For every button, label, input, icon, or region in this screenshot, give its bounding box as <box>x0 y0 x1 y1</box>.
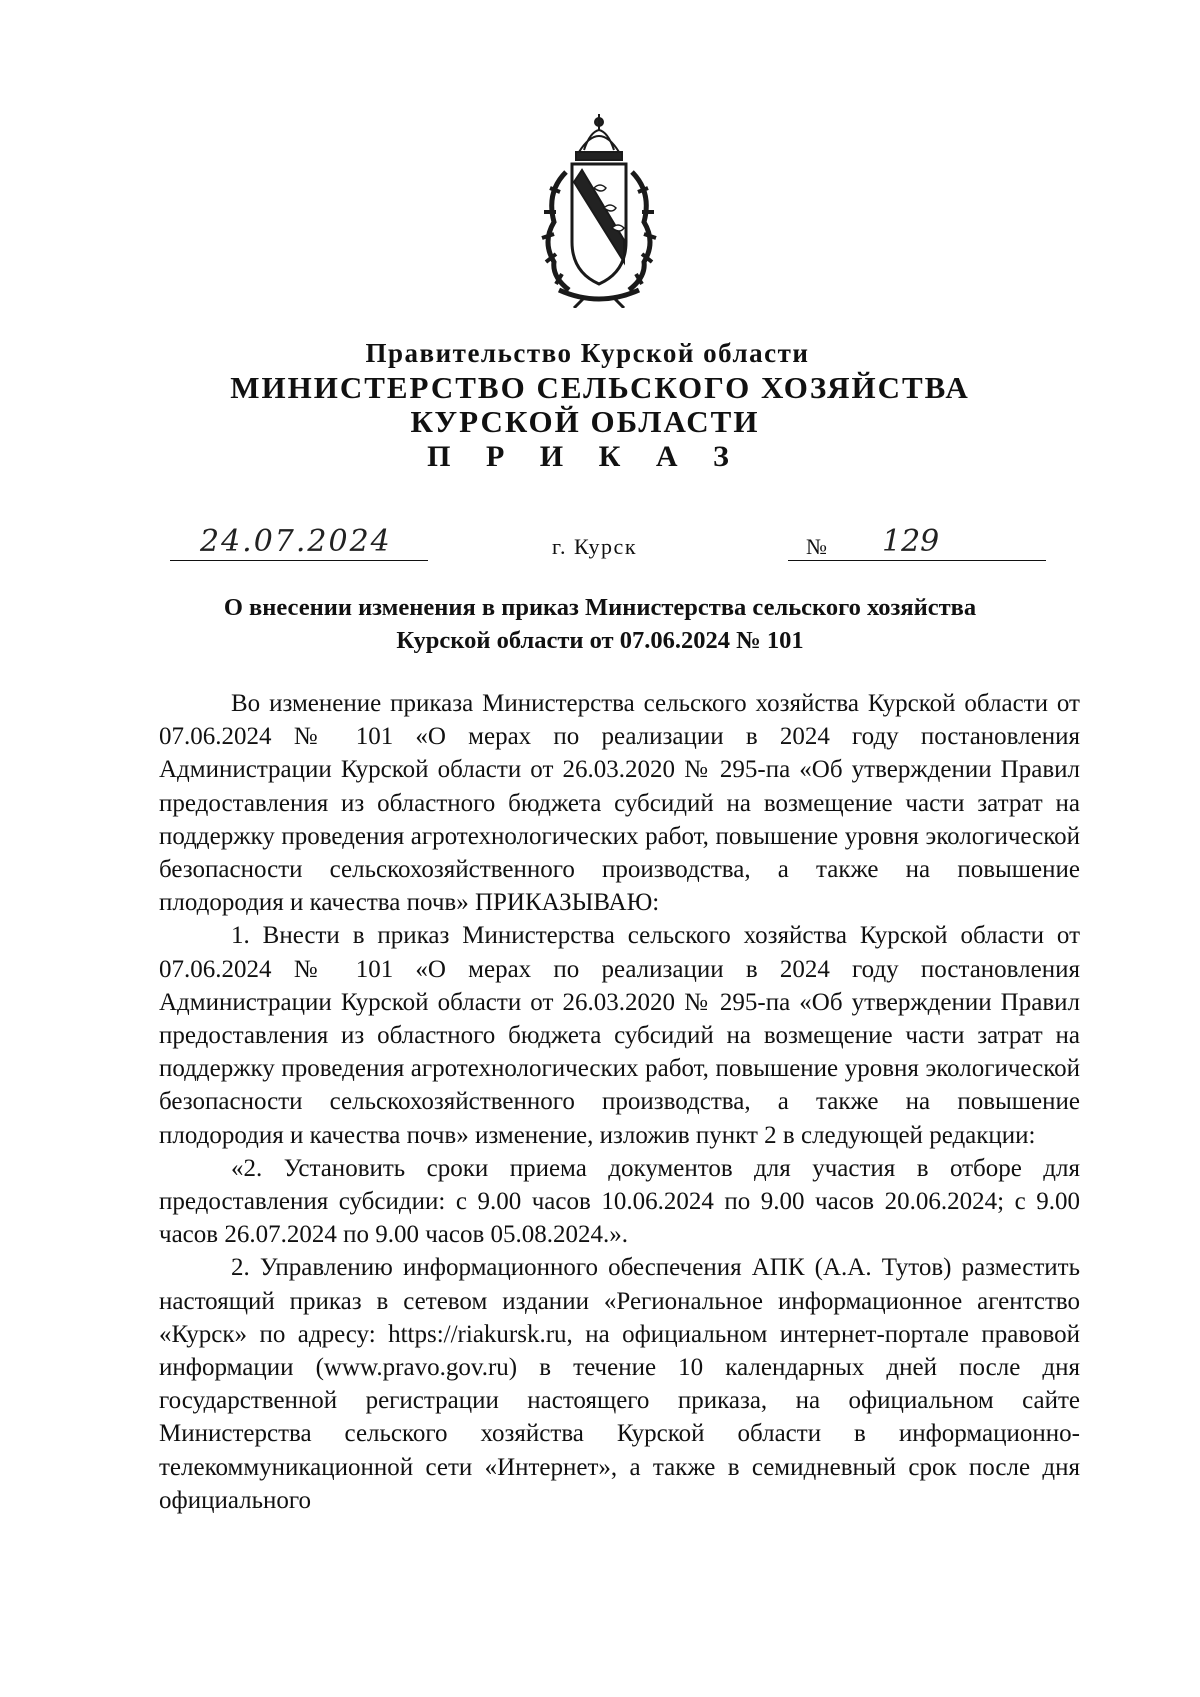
date-underline <box>170 560 428 561</box>
government-name: Правительство Курской области <box>365 338 810 368</box>
body-paragraph-preamble: Во изменение приказа Министерства сельского хозяйства Курской области от 07.06.2024 № 101 «О мерах по реализации в 2024 году постановления Администрации Курской области от 26.03.2020 № 295-па «Об утверждении Правил предоставления из областного бюджета субсидий на возмещение части затрат на поддержку проведения агротехнологических работ, повышение уровня экологической безопасности сельскохозяйственного производства, а также на повышение плодородия и качества почв» ПРИКАЗЫВАЮ: <box>159 690 1080 917</box>
order-title-line1: О внесении изменения в приказ Министерства сельского хозяйства <box>223 594 977 621</box>
order-date: 24.07.2024 <box>200 524 392 559</box>
order-city: г. Курск <box>552 534 638 559</box>
number-sign: № <box>806 534 827 559</box>
body-paragraph-item-1: 1. Внести в приказ Министерства сельского хозяйства Курской области от 07.06.2024 № 101 «О мерах по реализации в 2024 году постановления Администрации Курской области от 26.03.2020 № 295-па «Об утверждении Правил предоставления из областного бюджета субсидий на возмещение части затрат на поддержку проведения агротехнологических работ, повышение уровня экологической безопасности сельскохозяйственного производства, а также на повышение плодородия и качества почв» изменение, изложив пункт 2 в следующей редакции: <box>159 922 1080 1149</box>
order-title-line2: Курской области от 07.06.2024 № 101 <box>396 627 804 654</box>
number-underline <box>788 560 1046 561</box>
body-paragraph-item-2: 2. Управлению информационного обеспечения АПК (А.А. Тутов) разместить настоящий приказ в сетевом издании «Региональное информационное агентство «Курск» по адресу: https://riakursk.ru, на официальном интернет-портале правовой информации (www.pravo.gov.ru) в течение 10 календарных дней после дня государственной регистрации настоящего приказа, на официальном сайте Министерства сельского хозяйства Курской области в информационно-телекоммуникационной сети «Интернет», а также в семидневный срок после дня официального <box>159 1254 1080 1514</box>
ministry-name-line2: КУРСКОЙ ОБЛАСТИ <box>410 404 760 439</box>
document-header <box>0 335 1200 475</box>
ministry-name-line1: МИНИСТЕРСТВО СЕЛЬСКОГО ХОЗЯЙСТВА <box>230 370 970 405</box>
order-number: 129 <box>882 524 940 559</box>
body-paragraph-item-1-quote: «2. Установить сроки приема документов для участия в отборе для предоставления субсидии: с 9.00 часов 10.06.2024 по 9.00 часов 20.06.2024; с 9.00 часов 26.07.2024 по 9.00 часов 05.08.2024.». <box>159 1154 1080 1249</box>
document-type: П Р И К А З <box>427 440 743 473</box>
order-title <box>130 591 1070 657</box>
order-meta-row <box>0 524 1200 564</box>
order-body <box>159 687 1080 1517</box>
coat-of-arms-emblem <box>524 112 674 308</box>
